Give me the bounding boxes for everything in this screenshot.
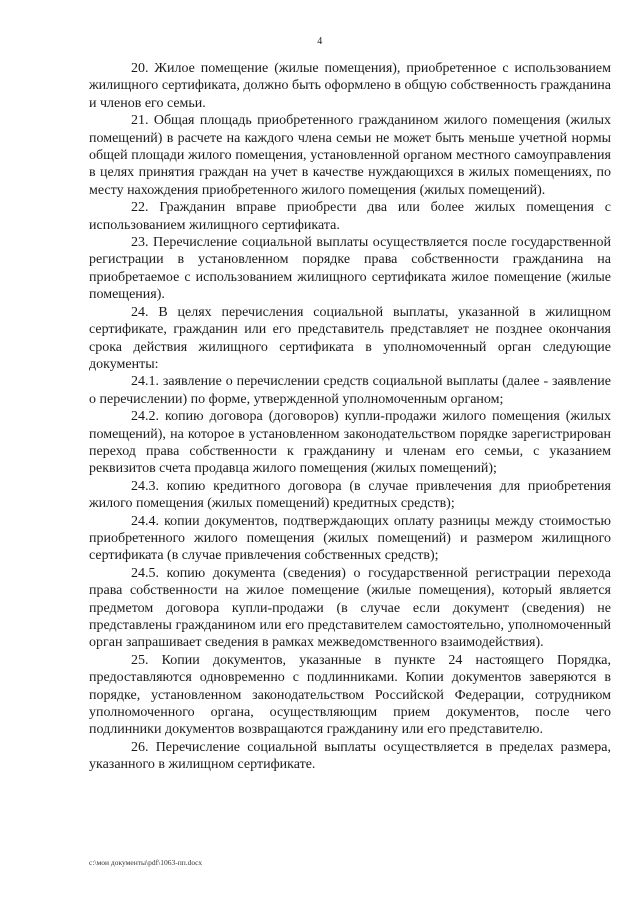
paragraph-22: 22. Гражданин вправе приобрести два или более жилых помещения с использованием жилищного сертификата.: [89, 200, 611, 233]
footer-file-path: c:\мои документы\pdf\1063-пп.docx: [89, 858, 203, 867]
paragraph-24-1: 24.1. заявление о перечислении средств социальной выплаты (далее - заявление о перечислении) по форме, утвержденной уполномоченным органом;: [89, 374, 611, 407]
paragraph-26: 26. Перечисление социальной выплаты осуществляется в пределах размера, указанного в жилищном сертификате.: [89, 739, 611, 773]
paragraph-24: 24. В целях перечисления социальной выплаты, указанной в жилищном сертификате, гражданин или его представитель представляет не позднее окончания срока действия жилищного сертификата в уполномоченный орган следующие документы:: [89, 304, 611, 372]
paragraph-23: 23. Перечисление социальной выплаты осуществляется после государственной регистрации в установленном порядке права собственности гражданина на приобретаемое с использованием жилищного сертификата жилое помещение (жилые помещения).: [89, 235, 611, 303]
document-body: [89, 60, 611, 774]
page-number: 4: [317, 36, 323, 47]
paragraph-25: 25. Копии документов, указанные в пункте 24 настоящего Порядка, предоставляются одновременно с подлинниками. Копии документов заверяются в порядке, установленном законодательством Российской Федерации, сотрудником уполномоченного органа, осуществляющим прием документов, после чего подлинники документов возвращаются гражданину или его представителю.: [89, 652, 611, 738]
paragraph-24-4: 24.4. копии документов, подтверждающих оплату разницы между стоимостью приобретенного жилого помещения (жилых помещений) и размером жилищного сертификата (в случае привлечения собственных средств);: [89, 513, 611, 564]
paragraph-24-5: 24.5. копию документа (сведения) о государственной регистрации перехода права собственности на жилое помещение (жилые помещения), который является предметом договора купли-продажи (в случае если документ (сведения) не представлены гражданином или его представителем самостоятельно, уполномоченный орган запрашивает сведения в рамках межведомственного взаимодействия).: [89, 565, 611, 651]
paragraph-24-2: 24.2. копию договора (договоров) купли-продажи жилого помещения (жилых помещений), на которое в установленном законодательством порядке зарегистрирован переход права собственности к гражданину и членам его семьи, с указанием реквизитов счета продавца жилого помещения (жилых помещений);: [89, 409, 611, 477]
paragraph-21: 21. Общая площадь приобретенного гражданином жилого помещения (жилых помещений) в расчете на каждого члена семьи не может быть меньше учетной нормы общей площади жилого помещения, установленной органом местного самоуправления в целях принятия граждан на учет в качестве нуждающихся в жилых помещениях, по месту нахождения приобретенного жилого помещения (жилых помещений).: [89, 113, 611, 198]
paragraph-24-3: 24.3. копию кредитного договора (в случае привлечения для приобретения жилого помещения (жилых помещений) кредитных средств);: [89, 478, 611, 512]
paragraph-20: 20. Жилое помещение (жилые помещения), приобретенное с использованием жилищного сертификата, должно быть оформлено в общую собственность гражданина и членов его семьи.: [89, 61, 611, 111]
